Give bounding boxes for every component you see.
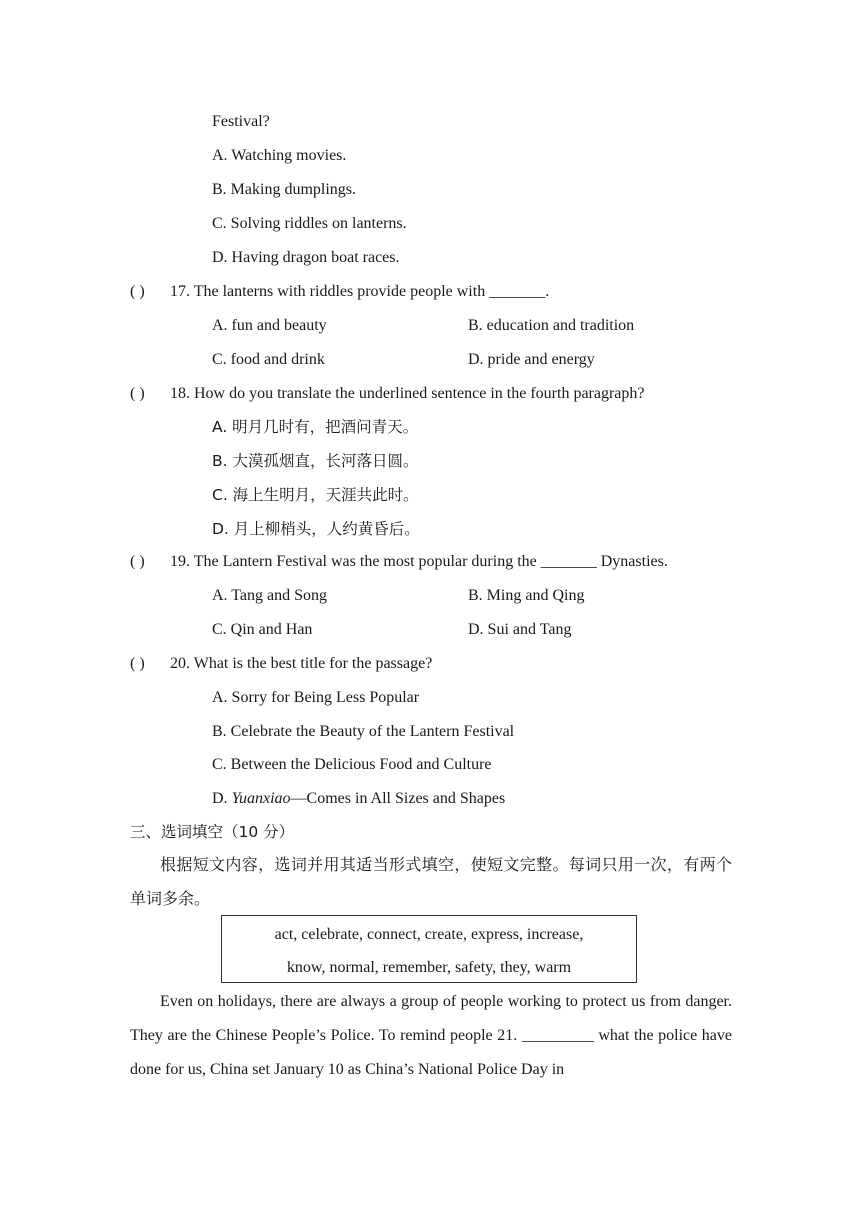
question-19-stem: 19. The Lantern Festival was the most popular during the _______ Dynasties. bbox=[170, 553, 668, 570]
q20-option-c: C. Between the Delicious Food and Culture bbox=[212, 756, 492, 773]
answer-blank[interactable]: ( ) bbox=[130, 655, 145, 672]
option-d-rest: —Comes in All Sizes and Shapes bbox=[290, 790, 506, 807]
word-box bbox=[221, 915, 637, 983]
q17-option-d: D. pride and energy bbox=[468, 351, 595, 368]
option-d-prefix: D. bbox=[212, 790, 232, 807]
q17-option-c: C. food and drink bbox=[212, 351, 325, 368]
q17-option-b: B. education and tradition bbox=[468, 317, 635, 334]
question-16-stem-tail: Festival? bbox=[212, 113, 270, 130]
answer-blank[interactable]: ( ) bbox=[130, 553, 145, 570]
q18-option-b: B. 大漠孤烟直，长河落日圆。 bbox=[212, 452, 419, 470]
q16-option-c: C. Solving riddles on lanterns. bbox=[212, 215, 407, 232]
option-d-italic-word: Yuanxiao bbox=[231, 790, 291, 807]
question-19 bbox=[130, 552, 668, 572]
word-box-line-1: act, celebrate, connect, create, express, increase, bbox=[274, 926, 584, 943]
word-box-line-2: know, normal, remember, safety, they, warm bbox=[286, 959, 572, 976]
question-18-stem: 18. How do you translate the underlined sentence in the fourth paragraph? bbox=[170, 385, 645, 402]
passage-text: Even on holidays, there are always a group of people working to protect us from danger. They are the Chinese People’s Police. To remind people 21. _________ what the police have done for us, China set January 10 as China’s National Police Day in bbox=[130, 993, 732, 1078]
question-20-stem: 20. What is the best title for the passage? bbox=[170, 655, 433, 672]
q18-option-a: A. 明月几时有，把酒问青天。 bbox=[212, 418, 419, 436]
q17-option-a: A. fun and beauty bbox=[212, 317, 327, 334]
q16-option-b: B. Making dumplings. bbox=[212, 181, 357, 198]
q18-option-d: D. 月上柳梢头，人约黄昏后。 bbox=[212, 520, 420, 538]
answer-blank[interactable]: ( ) bbox=[130, 385, 145, 402]
q18-option-c: C. 海上生明月，天涯共此时。 bbox=[212, 486, 419, 504]
question-17 bbox=[130, 282, 549, 302]
q20-option-a: A. Sorry for Being Less Popular bbox=[212, 689, 420, 706]
q20-option-d bbox=[212, 789, 505, 809]
section-3-instruction: 根据短文内容，选词并用其适当形式填空，使短文完整。每词只用一次，有两个单词多余。 bbox=[130, 855, 732, 908]
question-17-stem: 17. The lanterns with riddles provide people with _______. bbox=[170, 283, 550, 300]
section-3-heading: 三、选词填空（10 分） bbox=[130, 823, 295, 841]
q19-option-a: A. Tang and Song bbox=[212, 587, 328, 604]
q19-option-d: D. Sui and Tang bbox=[468, 621, 572, 638]
question-18 bbox=[130, 384, 645, 404]
q16-option-a: A. Watching movies. bbox=[212, 147, 347, 164]
q20-option-b: B. Celebrate the Beauty of the Lantern Festival bbox=[212, 723, 515, 740]
q19-option-c: C. Qin and Han bbox=[212, 621, 313, 638]
answer-blank[interactable]: ( ) bbox=[130, 283, 145, 300]
q19-option-b: B. Ming and Qing bbox=[468, 587, 585, 604]
question-20 bbox=[130, 654, 432, 674]
q16-option-d: D. Having dragon boat races. bbox=[212, 249, 400, 266]
